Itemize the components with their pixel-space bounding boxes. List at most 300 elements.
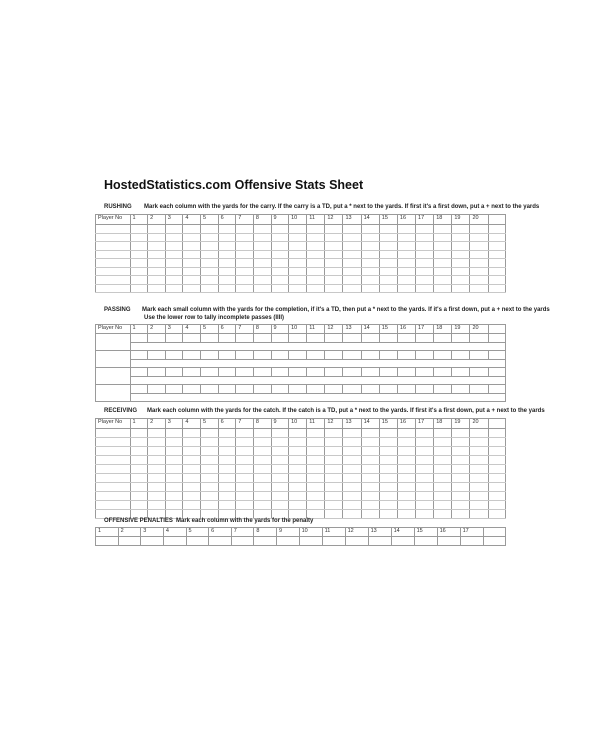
yards-cell[interactable] [165,276,183,285]
yards-cell[interactable] [236,474,254,483]
yards-cell[interactable] [148,351,166,360]
yards-cell[interactable] [397,284,415,293]
yards-cell[interactable] [379,474,397,483]
yards-cell[interactable] [253,225,271,234]
yards-cell[interactable] [271,474,289,483]
yards-cell[interactable] [488,233,505,242]
yards-cell[interactable] [218,284,236,293]
yards-cell[interactable] [201,334,219,343]
yards-cell[interactable] [452,438,470,447]
yards-cell[interactable] [218,501,236,510]
yards-cell[interactable] [470,259,488,268]
yards-cell[interactable] [253,438,271,447]
yards-cell[interactable] [343,474,361,483]
yards-cell[interactable] [452,259,470,268]
yards-cell[interactable] [236,233,254,242]
yards-cell[interactable] [289,501,307,510]
yards-cell[interactable] [470,242,488,251]
yards-cell[interactable] [343,465,361,474]
yards-cell[interactable] [201,447,219,456]
yards-cell[interactable] [289,368,307,377]
yards-cell[interactable] [236,456,254,465]
yards-cell[interactable] [254,537,277,546]
player-cell[interactable] [96,474,131,483]
yards-cell[interactable] [148,474,166,483]
yards-cell[interactable] [343,351,361,360]
yards-cell[interactable] [434,456,452,465]
yards-cell[interactable] [416,334,434,343]
yards-cell[interactable] [253,276,271,285]
yards-cell[interactable] [416,368,434,377]
yards-cell[interactable] [397,483,415,492]
yards-cell[interactable] [452,334,470,343]
yards-cell[interactable] [201,242,219,251]
yards-cell[interactable] [165,250,183,259]
yards-cell[interactable] [253,474,271,483]
yards-cell[interactable] [253,267,271,276]
yards-cell[interactable] [434,465,452,474]
yards-cell[interactable] [397,368,415,377]
yards-cell[interactable] [186,537,209,546]
player-cell[interactable] [96,233,131,242]
yards-cell[interactable] [271,385,289,394]
yards-cell[interactable] [379,233,397,242]
yards-cell[interactable] [361,385,379,394]
yards-cell[interactable] [218,438,236,447]
yards-cell[interactable] [307,456,325,465]
yards-cell[interactable] [148,385,166,394]
yards-cell[interactable] [183,267,201,276]
yards-cell[interactable] [183,447,201,456]
yards-cell[interactable] [271,351,289,360]
yards-cell[interactable] [277,537,300,546]
yards-cell[interactable] [289,429,307,438]
yards-cell[interactable] [488,259,505,268]
yards-cell[interactable] [236,492,254,501]
yards-cell[interactable] [183,225,201,234]
yards-cell[interactable] [361,456,379,465]
yards-cell[interactable] [165,233,183,242]
yards-cell[interactable] [130,474,148,483]
yards-cell[interactable] [488,438,505,447]
yards-cell[interactable] [236,483,254,492]
yards-cell[interactable] [165,385,183,394]
yards-cell[interactable] [325,233,343,242]
yards-cell[interactable] [322,537,345,546]
yards-cell[interactable] [130,250,148,259]
yards-cell[interactable] [325,351,343,360]
yards-cell[interactable] [183,492,201,501]
yards-cell[interactable] [307,250,325,259]
yards-cell[interactable] [434,267,452,276]
yards-cell[interactable] [488,267,505,276]
yards-cell[interactable] [218,242,236,251]
yards-cell[interactable] [271,334,289,343]
player-cell[interactable] [96,267,131,276]
yards-cell[interactable] [218,334,236,343]
yards-cell[interactable] [289,474,307,483]
yards-cell[interactable] [201,250,219,259]
yards-cell[interactable] [201,465,219,474]
yards-cell[interactable] [201,276,219,285]
yards-cell[interactable] [201,501,219,510]
yards-cell[interactable] [289,492,307,501]
yards-cell[interactable] [343,284,361,293]
yards-cell[interactable] [397,250,415,259]
yards-cell[interactable] [434,492,452,501]
player-cell[interactable] [96,501,131,510]
yards-cell[interactable] [218,492,236,501]
yards-cell[interactable] [470,250,488,259]
yards-cell[interactable] [307,242,325,251]
yards-cell[interactable] [416,492,434,501]
yards-cell[interactable] [271,225,289,234]
yards-cell[interactable] [130,385,148,394]
yards-cell[interactable] [361,242,379,251]
yards-cell[interactable] [165,456,183,465]
yards-cell[interactable] [416,250,434,259]
yards-cell[interactable] [130,225,148,234]
yards-cell[interactable] [165,483,183,492]
yards-cell[interactable] [307,368,325,377]
yards-cell[interactable] [343,429,361,438]
yards-cell[interactable] [488,250,505,259]
yards-cell[interactable] [361,250,379,259]
yards-cell[interactable] [165,447,183,456]
yards-cell[interactable] [130,438,148,447]
yards-cell[interactable] [289,267,307,276]
yards-cell[interactable] [130,456,148,465]
yards-cell[interactable] [236,334,254,343]
yards-cell[interactable] [379,501,397,510]
yards-cell[interactable] [343,259,361,268]
yards-cell[interactable] [325,474,343,483]
yards-cell[interactable] [183,501,201,510]
yards-cell[interactable] [183,250,201,259]
yards-cell[interactable] [148,438,166,447]
yards-cell[interactable] [130,259,148,268]
yards-cell[interactable] [343,334,361,343]
player-cell[interactable] [96,483,131,492]
player-cell[interactable] [96,276,131,285]
yards-cell[interactable] [183,242,201,251]
yards-cell[interactable] [148,225,166,234]
yards-cell[interactable] [470,438,488,447]
yards-cell[interactable] [325,492,343,501]
yards-cell[interactable] [148,334,166,343]
yards-cell[interactable] [148,242,166,251]
yards-cell[interactable] [253,465,271,474]
yards-cell[interactable] [148,447,166,456]
yards-cell[interactable] [397,233,415,242]
yards-cell[interactable] [325,259,343,268]
yards-cell[interactable] [361,225,379,234]
yards-cell[interactable] [325,242,343,251]
yards-cell[interactable] [488,334,505,343]
yards-cell[interactable] [325,334,343,343]
yards-cell[interactable] [343,385,361,394]
yards-cell[interactable] [236,438,254,447]
yards-cell[interactable] [361,233,379,242]
yards-cell[interactable] [397,492,415,501]
yards-cell[interactable] [271,242,289,251]
yards-cell[interactable] [271,368,289,377]
tally-cell[interactable] [130,393,506,402]
yards-cell[interactable] [470,447,488,456]
yards-cell[interactable] [130,447,148,456]
yards-cell[interactable] [379,225,397,234]
yards-cell[interactable] [397,242,415,251]
yards-cell[interactable] [289,334,307,343]
yards-cell[interactable] [289,351,307,360]
yards-cell[interactable] [201,259,219,268]
yards-cell[interactable] [488,483,505,492]
yards-cell[interactable] [253,250,271,259]
yards-cell[interactable] [289,483,307,492]
yards-cell[interactable] [148,284,166,293]
yards-cell[interactable] [253,456,271,465]
yards-cell[interactable] [460,537,483,546]
yards-cell[interactable] [452,233,470,242]
yards-cell[interactable] [452,242,470,251]
yards-cell[interactable] [488,225,505,234]
tally-cell[interactable] [130,342,506,351]
yards-cell[interactable] [361,334,379,343]
yards-cell[interactable] [289,447,307,456]
yards-cell[interactable] [416,429,434,438]
player-cell[interactable] [96,368,131,385]
yards-cell[interactable] [236,250,254,259]
yards-cell[interactable] [271,267,289,276]
yards-cell[interactable] [361,474,379,483]
yards-cell[interactable] [488,456,505,465]
yards-cell[interactable] [253,385,271,394]
yards-cell[interactable] [379,438,397,447]
yards-cell[interactable] [343,368,361,377]
yards-cell[interactable] [470,501,488,510]
yards-cell[interactable] [325,368,343,377]
yards-cell[interactable] [165,368,183,377]
yards-cell[interactable] [470,465,488,474]
yards-cell[interactable] [236,447,254,456]
yards-cell[interactable] [470,483,488,492]
yards-cell[interactable] [488,465,505,474]
yards-cell[interactable] [416,501,434,510]
yards-cell[interactable] [434,351,452,360]
yards-cell[interactable] [361,259,379,268]
yards-cell[interactable] [253,368,271,377]
yards-cell[interactable] [148,276,166,285]
yards-cell[interactable] [325,438,343,447]
yards-cell[interactable] [236,242,254,251]
yards-cell[interactable] [434,225,452,234]
tally-cell[interactable] [130,376,506,385]
yards-cell[interactable] [391,537,414,546]
yards-cell[interactable] [343,483,361,492]
yards-cell[interactable] [483,537,505,546]
yards-cell[interactable] [416,233,434,242]
yards-cell[interactable] [307,276,325,285]
yards-cell[interactable] [470,276,488,285]
yards-cell[interactable] [130,492,148,501]
yards-cell[interactable] [218,276,236,285]
yards-cell[interactable] [434,483,452,492]
yards-cell[interactable] [488,492,505,501]
yards-cell[interactable] [343,250,361,259]
yards-cell[interactable] [165,465,183,474]
yards-cell[interactable] [130,267,148,276]
yards-cell[interactable] [165,334,183,343]
yards-cell[interactable] [253,447,271,456]
yards-cell[interactable] [130,483,148,492]
yards-cell[interactable] [253,284,271,293]
yards-cell[interactable] [343,447,361,456]
yards-cell[interactable] [488,501,505,510]
yards-cell[interactable] [325,465,343,474]
yards-cell[interactable] [434,259,452,268]
yards-cell[interactable] [379,250,397,259]
yards-cell[interactable] [183,465,201,474]
yards-cell[interactable] [218,385,236,394]
player-cell[interactable] [96,351,131,368]
yards-cell[interactable] [183,385,201,394]
yards-cell[interactable] [271,447,289,456]
yards-cell[interactable] [488,429,505,438]
yards-cell[interactable] [289,276,307,285]
yards-cell[interactable] [148,259,166,268]
yards-cell[interactable] [452,429,470,438]
player-cell[interactable] [96,438,131,447]
yards-cell[interactable] [289,242,307,251]
yards-cell[interactable] [437,537,460,546]
yards-cell[interactable] [165,225,183,234]
yards-cell[interactable] [307,447,325,456]
yards-cell[interactable] [253,334,271,343]
yards-cell[interactable] [253,429,271,438]
yards-cell[interactable] [130,334,148,343]
yards-cell[interactable] [361,447,379,456]
yards-cell[interactable] [379,483,397,492]
yards-cell[interactable] [397,429,415,438]
yards-cell[interactable] [379,429,397,438]
yards-cell[interactable] [416,284,434,293]
yards-cell[interactable] [452,250,470,259]
yards-cell[interactable] [271,429,289,438]
yards-cell[interactable] [307,492,325,501]
yards-cell[interactable] [325,385,343,394]
yards-cell[interactable] [488,351,505,360]
yards-cell[interactable] [379,385,397,394]
yards-cell[interactable] [379,259,397,268]
yards-cell[interactable] [183,276,201,285]
yards-cell[interactable] [345,537,368,546]
player-cell[interactable] [96,429,131,438]
yards-cell[interactable] [361,465,379,474]
yards-cell[interactable] [416,267,434,276]
yards-cell[interactable] [470,284,488,293]
yards-cell[interactable] [488,385,505,394]
yards-cell[interactable] [165,492,183,501]
player-cell[interactable] [96,385,131,402]
yards-cell[interactable] [218,225,236,234]
yards-cell[interactable] [130,276,148,285]
yards-cell[interactable] [488,368,505,377]
yards-cell[interactable] [470,492,488,501]
yards-cell[interactable] [201,456,219,465]
yards-cell[interactable] [271,259,289,268]
yards-cell[interactable] [452,465,470,474]
yards-cell[interactable] [416,225,434,234]
yards-cell[interactable] [452,447,470,456]
yards-cell[interactable] [165,284,183,293]
yards-cell[interactable] [271,276,289,285]
yards-cell[interactable] [343,438,361,447]
yards-cell[interactable] [271,501,289,510]
yards-cell[interactable] [307,284,325,293]
yards-cell[interactable] [361,267,379,276]
yards-cell[interactable] [343,276,361,285]
yards-cell[interactable] [434,284,452,293]
yards-cell[interactable] [218,233,236,242]
yards-cell[interactable] [307,385,325,394]
yards-cell[interactable] [470,351,488,360]
yards-cell[interactable] [130,284,148,293]
yards-cell[interactable] [130,368,148,377]
yards-cell[interactable] [343,456,361,465]
yards-cell[interactable] [416,465,434,474]
yards-cell[interactable] [452,501,470,510]
yards-cell[interactable] [289,259,307,268]
yards-cell[interactable] [416,351,434,360]
yards-cell[interactable] [183,456,201,465]
yards-cell[interactable] [148,456,166,465]
yards-cell[interactable] [434,250,452,259]
yards-cell[interactable] [236,385,254,394]
yards-cell[interactable] [434,233,452,242]
yards-cell[interactable] [361,368,379,377]
yards-cell[interactable] [201,438,219,447]
tally-cell[interactable] [130,359,506,368]
yards-cell[interactable] [130,351,148,360]
yards-cell[interactable] [148,492,166,501]
yards-cell[interactable] [118,537,141,546]
yards-cell[interactable] [434,438,452,447]
yards-cell[interactable] [299,537,322,546]
yards-cell[interactable] [289,284,307,293]
yards-cell[interactable] [130,429,148,438]
yards-cell[interactable] [325,267,343,276]
yards-cell[interactable] [488,447,505,456]
yards-cell[interactable] [201,429,219,438]
yards-cell[interactable] [271,465,289,474]
yards-cell[interactable] [183,474,201,483]
yards-cell[interactable] [218,465,236,474]
yards-cell[interactable] [201,225,219,234]
yards-cell[interactable] [165,242,183,251]
yards-cell[interactable] [325,250,343,259]
yards-cell[interactable] [141,537,164,546]
yards-cell[interactable] [343,501,361,510]
yards-cell[interactable] [130,465,148,474]
yards-cell[interactable] [231,537,254,546]
yards-cell[interactable] [325,225,343,234]
yards-cell[interactable] [397,447,415,456]
yards-cell[interactable] [165,259,183,268]
yards-cell[interactable] [271,284,289,293]
yards-cell[interactable] [343,267,361,276]
yards-cell[interactable] [434,334,452,343]
yards-cell[interactable] [289,438,307,447]
